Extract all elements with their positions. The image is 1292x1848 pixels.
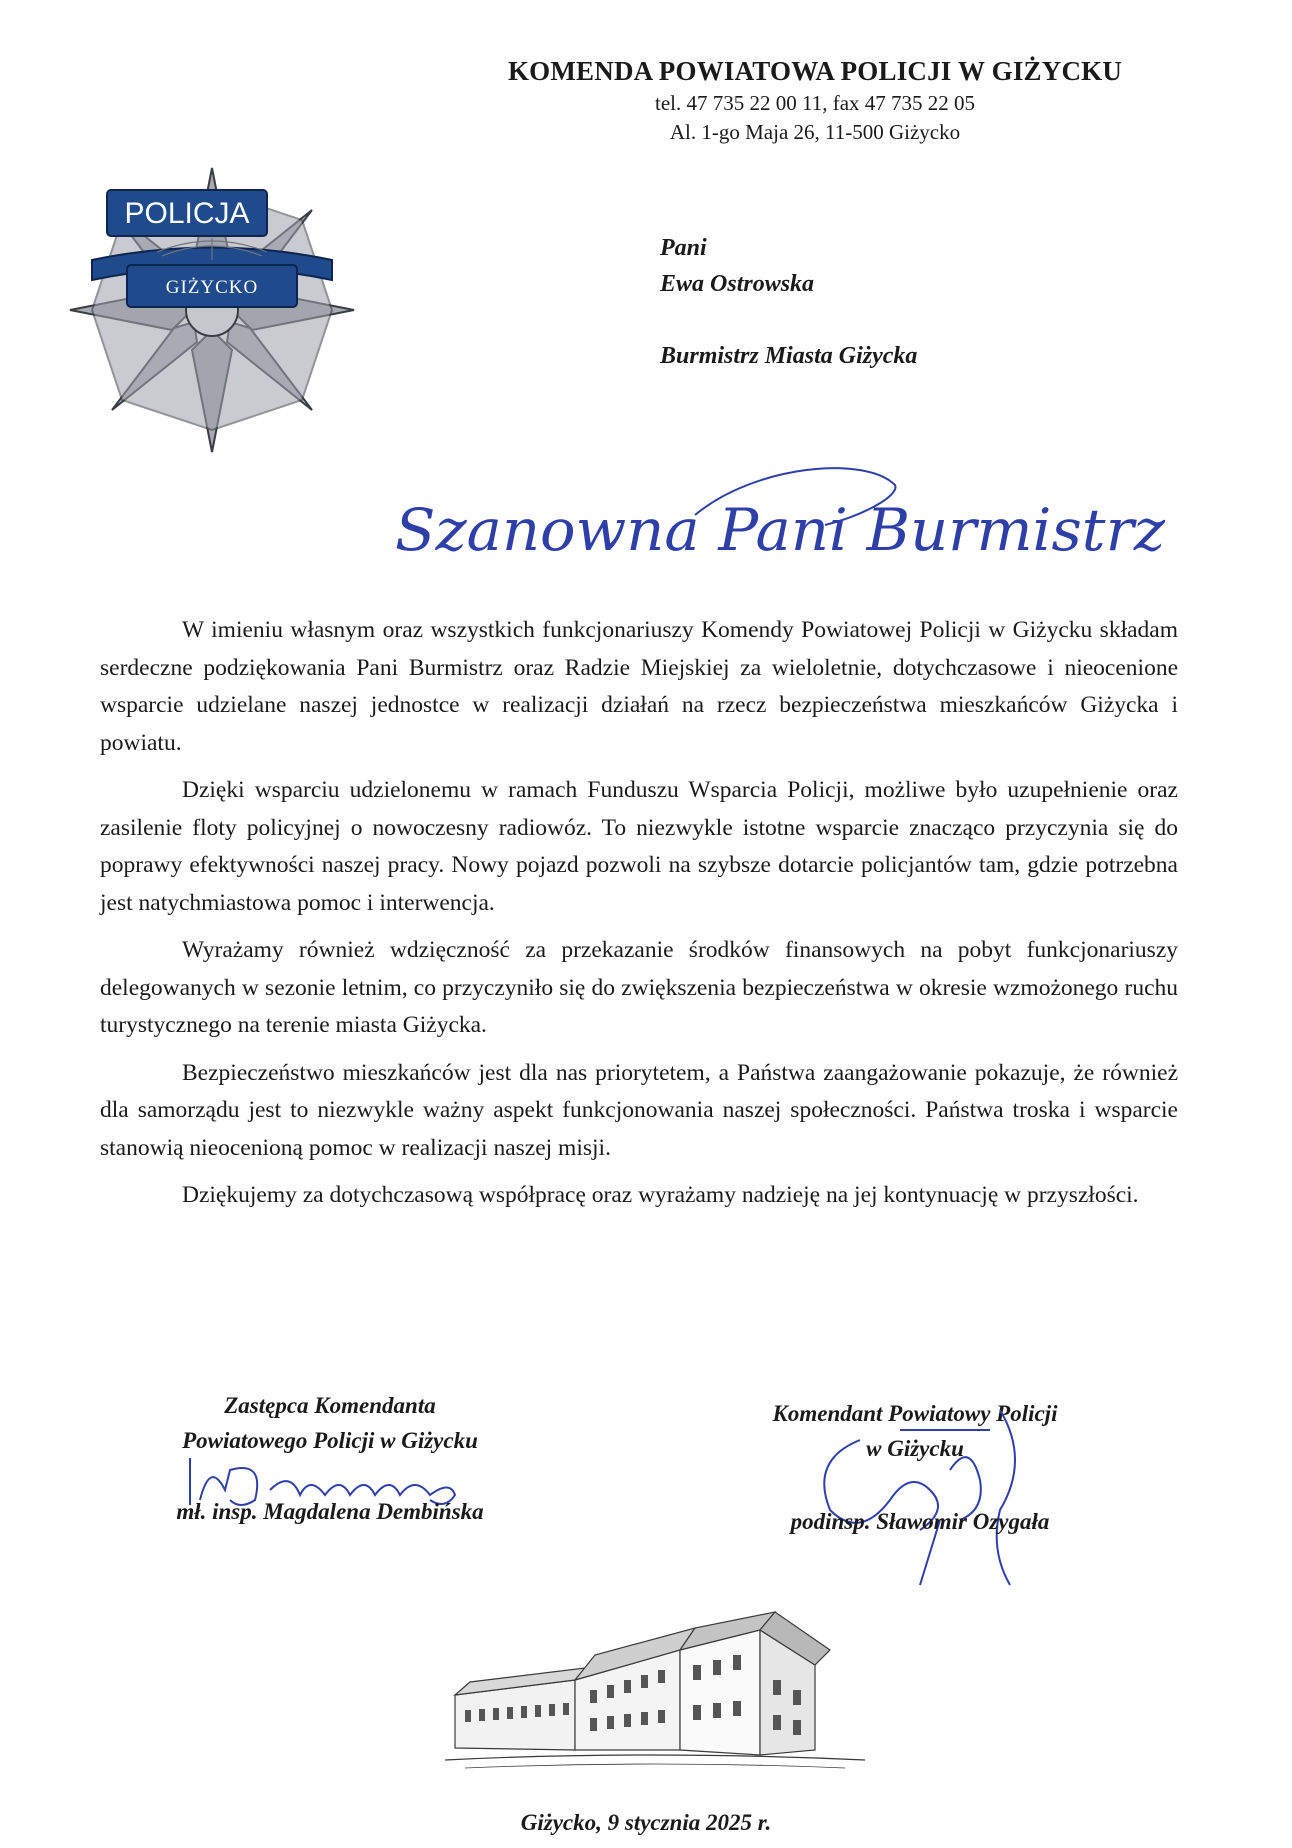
signature-right-name: podinsp. Sławomir Ozygała [790,1509,1050,1534]
addressee-salutation: Pani [660,235,707,261]
badge-top-text: POLICJA [124,197,250,230]
police-badge-icon [62,160,362,460]
greeting-text: Szanowna Pani Burmistrz [395,496,1166,564]
letterhead [505,56,1125,145]
body-paragraph: Dzięki wsparciu udzielonemu w ramach Funduszu Wsparcia Policji, możliwe było uzupełnienie oraz zasilenie floty policyjnej o nowoczesny radiowóz. To niezwykle istotne wsparcie znacząco przyczynia się do poprawy efektywności naszej pracy. Nowy pojazd pozwoli na szybsze dotarcie policjantów tam, gdzie potrzebna jest natychmiastowa pomoc i interwencja. [100,777,1178,916]
contact-address: Al. 1-go Maja 26, 11-500 Giżycko [669,120,961,144]
body-paragraph: Dziękujemy za dotychczasową współpracę oraz wyrażamy nadzieję na jej kontynuację w przyszłości. [182,1182,1139,1208]
body-paragraph: Bezpieczeństwo mieszkańców jest dla nas priorytetem, a Państwa zaangażowanie pokazuje, że również dla samorządu jest to niezwykle ważny aspekt funkcjonowania naszej społeczności. Państwa troska i wsparcie stanowią nieocenioną pomoc w realizacji naszej misji. [100,1059,1178,1161]
signature-right-title-line1: Komendant Powiatowy Policji [772,1401,1058,1426]
badge-bottom-text: GIŻYCKO [165,277,259,298]
addressee-block [660,230,917,374]
signature-block-left [140,1388,520,1458]
body-paragraph: Wyrażamy również wdzięczność za przekazanie środków finansowych na pobyt funkcjonariuszy delegowanych w sezonie letnim, co przyczyniło się do zwiększenia bezpieczeństwa w okresie wzmożonego ruchu turystycznego na terenie miasta Giżycka. [100,937,1178,1038]
signature-right-title-line2: w Giżycku [866,1436,964,1461]
police-building-drawing-icon [445,1610,865,1780]
place-and-date: Giżycko, 9 stycznia 2025 r. [520,1810,772,1835]
handwritten-greeting [395,455,1175,585]
signature-left-title-line1: Zastępca Komendanta [224,1393,436,1418]
addressee-position: Burmistrz Miasta Giżycka [660,343,918,369]
addressee-name: Ewa Ostrowska [660,271,815,297]
signature-left-title-line2: Powiatowego Policji w Giżycku [182,1428,478,1453]
letter-body [100,612,1178,1225]
signature-left-name: mł. insp. Magdalena Dembińska [176,1499,484,1524]
signature-block-right [725,1396,1105,1466]
contact-phone-fax: tel. 47 735 22 00 11, fax 47 735 22 05 [654,91,976,115]
body-paragraph: W imieniu własnym oraz wszystkich funkcjonariuszy Komendy Powiatowej Policji w Giżycku składam serdeczne podziękowania Pani Burmistrz oraz Radzie Miejskiej za wieloletnie, dotychczasowe i nieocenione wsparcie udzielane naszej jednostce w realizacji działań na rzecz bezpieczeństwa mieszkańców Giżycka i powiatu. [100,617,1178,756]
organization-name: KOMENDA POWIATOWA POLICJI W GIŻYCKU [507,56,1123,86]
